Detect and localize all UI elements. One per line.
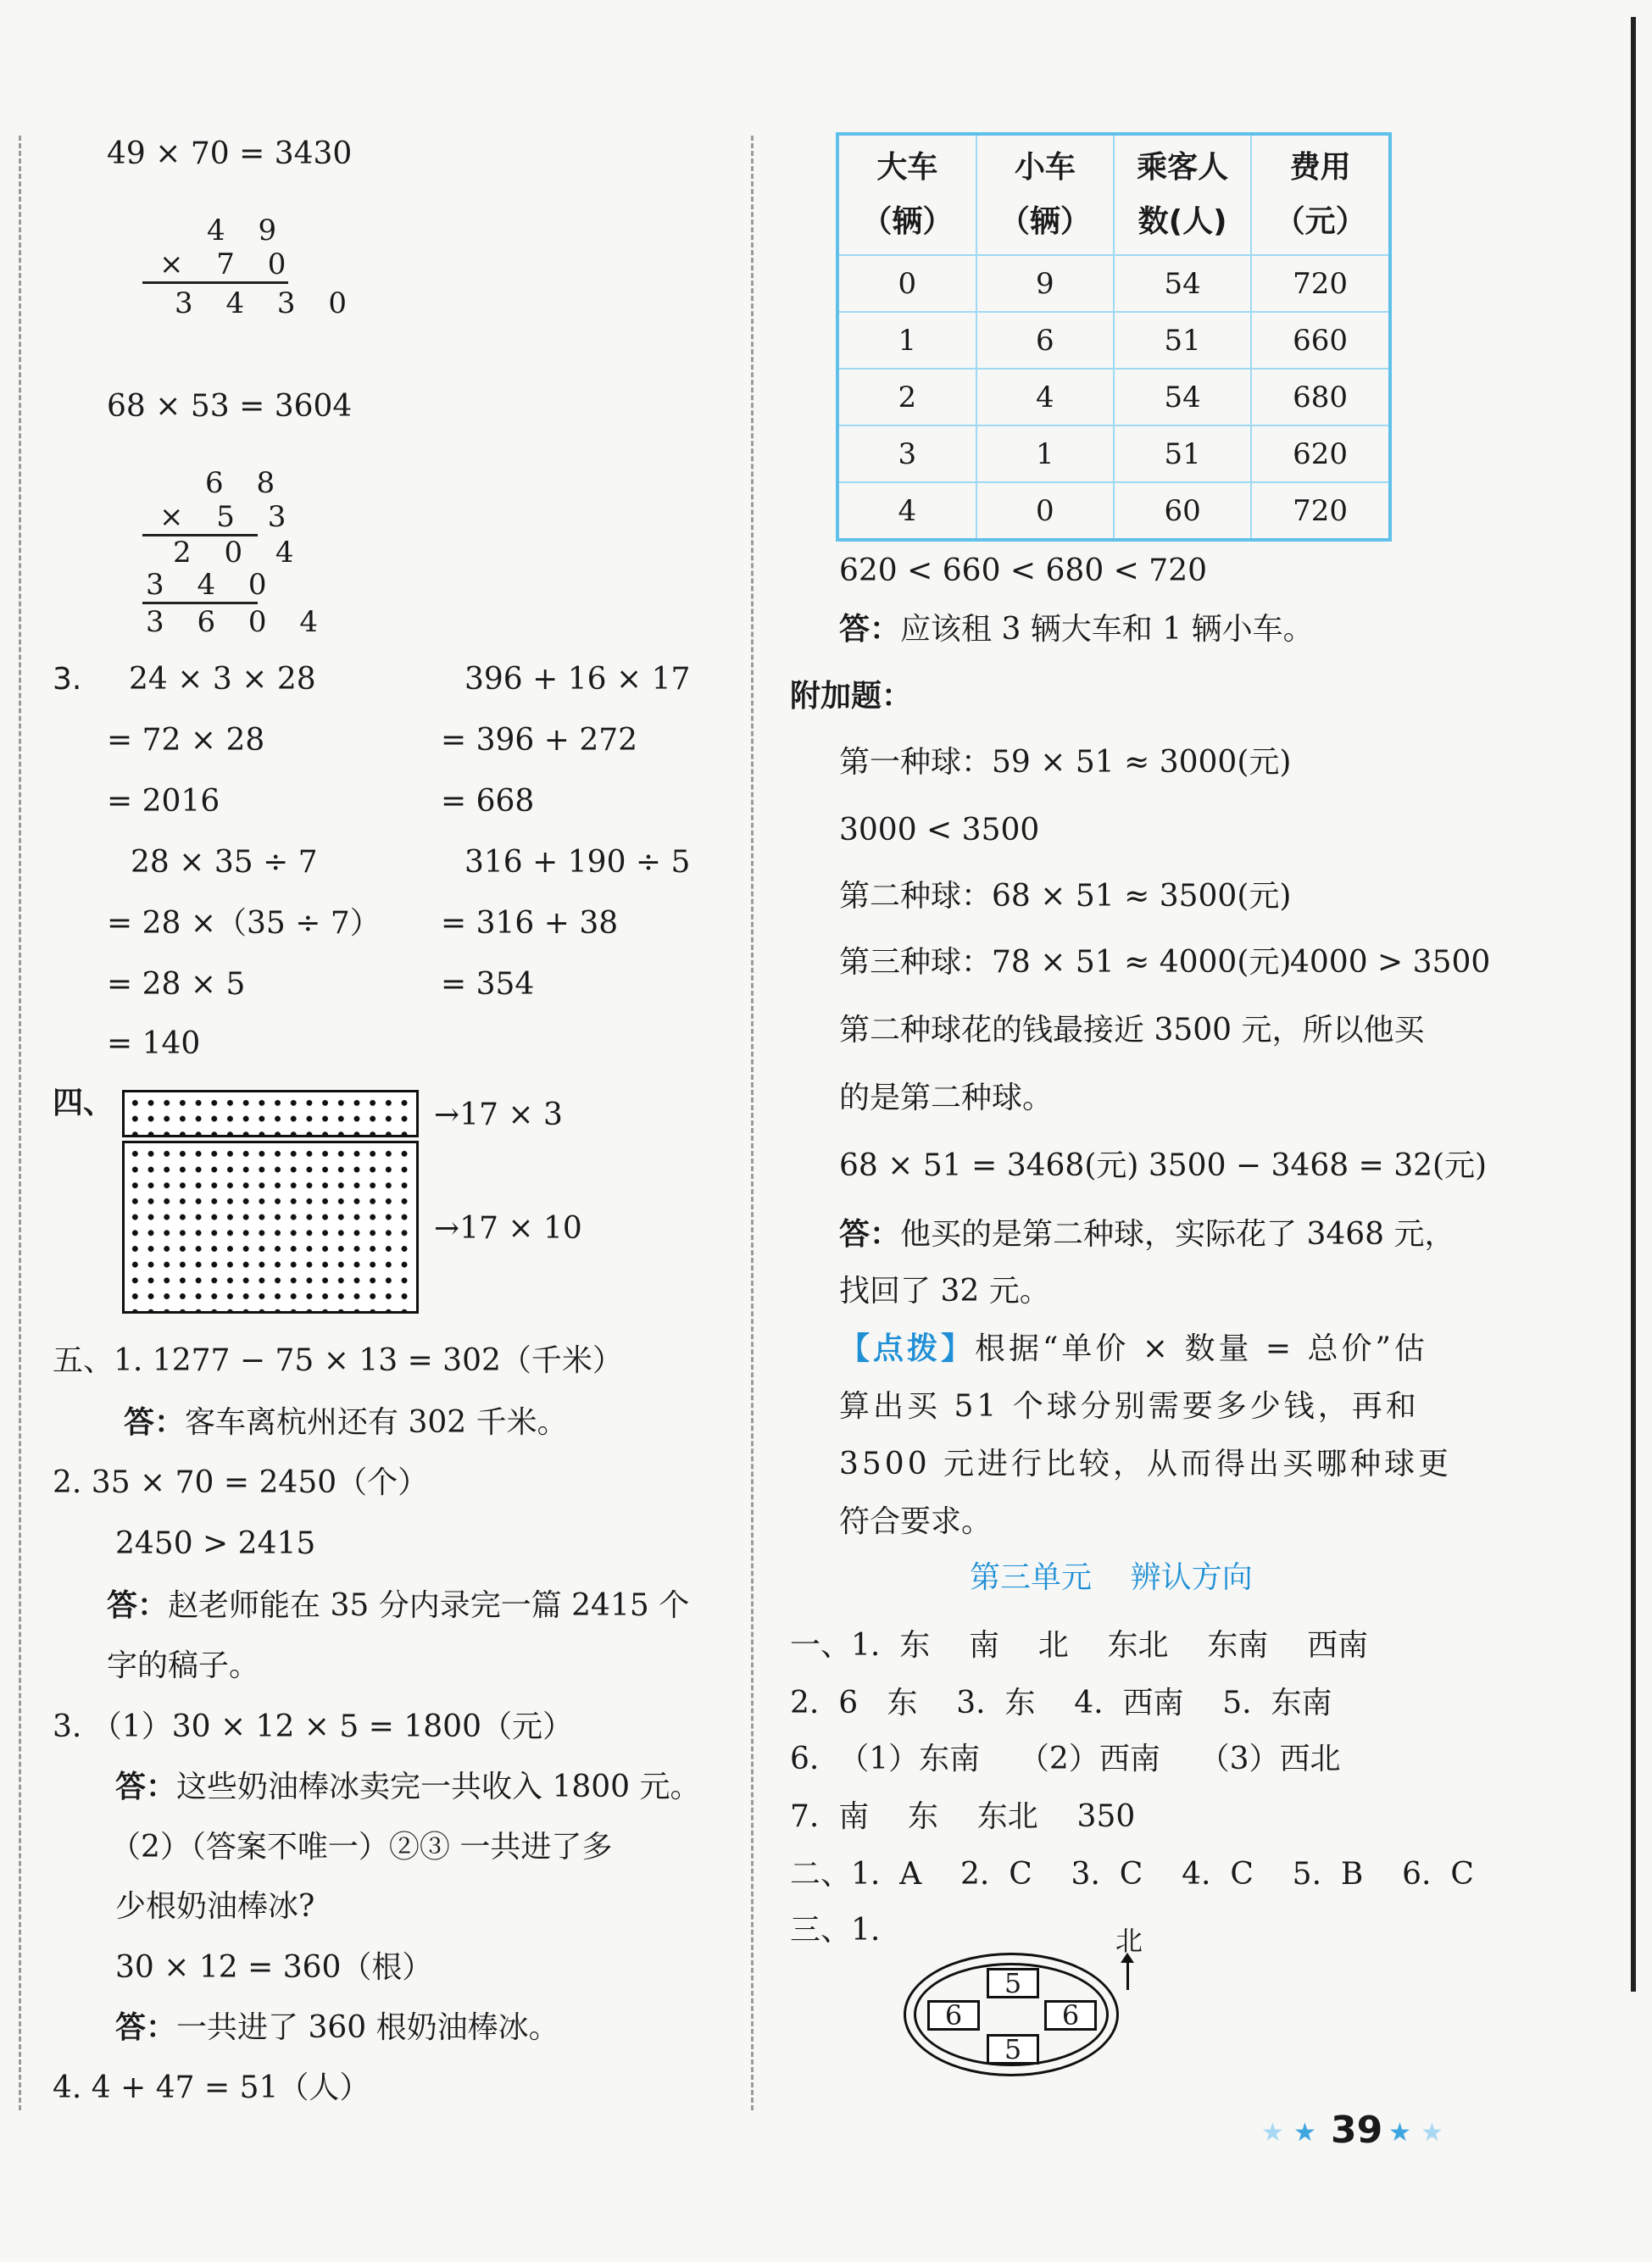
table-cell: 4 <box>976 369 1114 425</box>
extra-step: 的是第二种球。 <box>839 1081 1054 1115</box>
calc-line: 49 × 70 = 3430 <box>107 136 353 171</box>
comparison: 620 < 660 < 680 < 720 <box>839 553 1208 588</box>
vertical-calc-partial: 3 4 0 <box>146 568 279 602</box>
calc-line: 68 × 53 = 3604 <box>107 389 353 424</box>
header-cell: 乘客人 数(人) <box>1114 134 1251 255</box>
calc-step: 28 × 35 ÷ 7 <box>131 845 318 880</box>
right-edge-bar <box>1631 17 1636 1992</box>
extra-question-title: 附加题： <box>790 679 913 714</box>
table-cell: 60 <box>1114 482 1251 540</box>
vertical-calc-result: 3 6 0 4 <box>146 605 330 639</box>
extra-step: 第二种球：68 × 51 ≈ 3500(元) <box>839 879 1292 914</box>
answer-text: 应该租 3 辆大车和 1 辆小车。 <box>900 612 1314 647</box>
unit-answer-line: 7. 南 东 东北 350 <box>790 1799 1136 1834</box>
table-cell: 0 <box>837 255 976 312</box>
north-label: 北 <box>1115 1925 1143 1957</box>
answer-label: 答： <box>839 1216 901 1252</box>
answer-label: 答： <box>115 2009 177 2045</box>
calc-step: = 28 ×（35 ÷ 7） <box>107 906 381 941</box>
answer-continued: 字的稿子。 <box>107 1648 260 1683</box>
table-cell: 620 <box>1251 425 1390 482</box>
extra-step: 68 × 51 = 3468(元) 3500 − 3468 = 32(元) <box>839 1148 1488 1183</box>
extra-step: 第二种球花的钱最接近 3500 元，所以他买 <box>839 1013 1425 1048</box>
table-cell: 660 <box>1251 312 1390 369</box>
header-cell: 大车 （辆） <box>837 134 976 255</box>
number-box-top: 5 <box>987 1968 1039 1998</box>
section-five-q1: 五、1. 1277 − 75 × 13 = 302（千米） <box>53 1343 623 1378</box>
vertical-calc-multiplier: × 7 0 <box>159 247 298 281</box>
table-cell: 51 <box>1114 425 1251 482</box>
rental-table <box>836 132 1392 542</box>
calc-step: = 316 + 38 <box>441 906 619 941</box>
answer-text: 赵老师能在 35 分内录完一篇 2415 个 <box>168 1588 690 1623</box>
table-cell: 680 <box>1251 369 1390 425</box>
unit-title: 第三单元 辨认方向 <box>970 1560 1253 1595</box>
table-cell: 54 <box>1114 255 1251 312</box>
dot-array-label: →17 × 10 <box>434 1211 582 1246</box>
vertical-calc-top: 6 8 <box>205 466 287 500</box>
section-five-q2: 2. 35 × 70 = 2450（个） <box>53 1465 429 1500</box>
tip-text: 3500 元进行比较，从而得出买哪种球更 <box>839 1447 1453 1481</box>
tip <box>839 1331 1428 1368</box>
table-row <box>837 312 1390 369</box>
star-icon: ★ <box>1293 2118 1316 2148</box>
calc-step: = 140 <box>107 1026 201 1061</box>
question-number: 3. <box>53 662 82 697</box>
table-row <box>837 369 1390 425</box>
table-row <box>837 482 1390 540</box>
vertical-calc-rule <box>142 281 288 284</box>
answer <box>115 1768 701 1806</box>
star-icon: ★ <box>1421 2118 1443 2148</box>
table-cell: 2 <box>837 369 976 425</box>
tip-text: 根据“单价 × 数量 = 总价”估 <box>975 1331 1428 1366</box>
table-cell: 3 <box>837 425 976 482</box>
answer-text: 他买的是第二种球，实际花了 3468 元， <box>900 1217 1455 1252</box>
table-cell: 1 <box>837 312 976 369</box>
calc-step: = 668 <box>441 784 535 819</box>
direction-diagram <box>904 1922 1141 2092</box>
vertical-calc-top: 4 9 <box>207 214 289 247</box>
table-cell: 51 <box>1114 312 1251 369</box>
north-arrow-head <box>1121 1953 1134 1963</box>
calc-step: = 396 + 272 <box>441 723 638 758</box>
answer-label: 答： <box>124 1404 186 1440</box>
answer <box>839 610 1314 648</box>
star-icon: ★ <box>1261 2118 1284 2148</box>
calc-step: 396 + 16 × 17 <box>464 662 691 697</box>
table-row <box>837 255 1390 312</box>
answer <box>839 1215 1455 1253</box>
number-box-right: 6 <box>1044 2000 1097 2031</box>
answer <box>115 2009 559 2047</box>
center-divider <box>751 136 754 2110</box>
answer-label: 答： <box>115 1769 177 1804</box>
extra-step: 第三种球：78 × 51 ≈ 4000(元) <box>839 945 1292 980</box>
answer-continued: 找回了 32 元。 <box>839 1274 1050 1309</box>
table-cell: 720 <box>1251 482 1390 540</box>
page-number: 39 <box>1331 2109 1383 2152</box>
answer <box>124 1403 568 1442</box>
extra-step: 4000 > 3500 <box>1290 945 1491 980</box>
table-cell: 54 <box>1114 369 1251 425</box>
section-five-q4: 4. 4 + 47 = 51（人） <box>53 2070 370 2105</box>
calc-step: （2）（答案不唯一）②③ 一共进了多 <box>110 1830 613 1865</box>
calc-step: 316 + 190 ÷ 5 <box>464 845 691 880</box>
dot-array-bottom <box>122 1141 419 1314</box>
left-divider <box>19 136 21 2110</box>
header-cell: 费用 （元） <box>1251 134 1390 255</box>
unit-answer-line: 二、1. A 2. C 3. C 4. C 5. B 6. C <box>790 1857 1474 1892</box>
unit-answer-line: 2. 6 东 3. 东 4. 西南 5. 东南 <box>790 1686 1332 1720</box>
dot-array-label: →17 × 3 <box>434 1098 563 1132</box>
table-cell: 720 <box>1251 255 1390 312</box>
table-cell: 9 <box>976 255 1114 312</box>
unit-answer-line: 一、1. 东 南 北 东北 东南 西南 <box>790 1628 1369 1663</box>
section-four-label: 四、 <box>53 1086 114 1120</box>
section-five-q3: 3. （1）30 × 12 × 5 = 1800（元） <box>53 1709 573 1744</box>
table-cell: 0 <box>976 482 1114 540</box>
answer-text: 客车离杭州还有 302 千米。 <box>185 1405 568 1440</box>
answer <box>107 1587 689 1625</box>
calc-step: = 28 × 5 <box>107 967 246 1002</box>
answer-text: 这些奶油棒冰卖完一共收入 1800 元。 <box>176 1770 701 1804</box>
vertical-calc-result: 3 4 3 0 <box>175 286 359 320</box>
answer-label: 答： <box>107 1587 169 1623</box>
table-header-row <box>837 134 1390 255</box>
dot-array-top <box>122 1090 419 1137</box>
vertical-calc-multiplier: × 5 3 <box>159 500 298 534</box>
table-cell: 4 <box>837 482 976 540</box>
calc-step: = 2016 <box>107 784 220 819</box>
tip-text: 算出买 51 个球分别需要多少钱，再和 <box>839 1389 1420 1424</box>
table-cell: 1 <box>976 425 1114 482</box>
table-row <box>837 425 1390 482</box>
calc-step: 少根奶油棒冰? <box>115 1889 315 1924</box>
number-box-bottom: 5 <box>987 2034 1039 2065</box>
extra-step: 第一种球：59 × 51 ≈ 3000(元) <box>839 745 1292 780</box>
answer-label: 答： <box>839 611 901 647</box>
answer-text: 一共进了 360 根奶油棒冰。 <box>176 2010 559 2045</box>
calc-step: 30 × 12 = 360（根） <box>115 1950 433 1985</box>
unit-answer-line: 三、1. <box>790 1913 881 1948</box>
unit-answer-line: 6. （1）东南 （2）西南 （3）西北 <box>790 1742 1341 1776</box>
tip-text: 符合要求。 <box>839 1504 993 1539</box>
number-box-left: 6 <box>927 2000 980 2031</box>
vertical-calc-partial: 2 0 4 <box>173 536 306 570</box>
calc-step: 2450 > 2415 <box>115 1526 316 1561</box>
header-cell: 小车 （辆） <box>976 134 1114 255</box>
calc-step: 24 × 3 × 28 <box>129 662 316 697</box>
star-icon: ★ <box>1388 2118 1411 2148</box>
calc-step: = 72 × 28 <box>107 723 265 758</box>
tip-label: 【点拨】 <box>839 1331 976 1366</box>
table-cell: 6 <box>976 312 1114 369</box>
extra-step: 3000 < 3500 <box>839 813 1040 848</box>
calc-step: = 354 <box>441 967 535 1002</box>
